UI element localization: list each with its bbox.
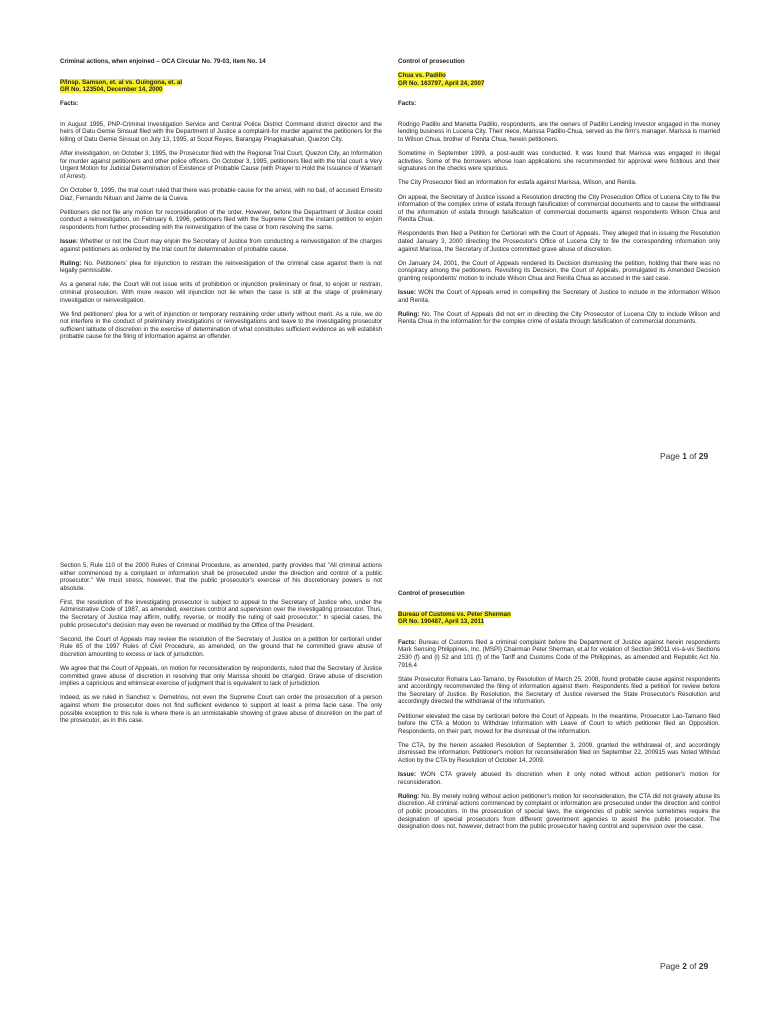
section-topic: Criminal actions, when enjoined – OCA Circular No. 79-03, item No. 14 [60, 58, 266, 65]
section-topic: Control of prosecution [398, 590, 465, 597]
paragraph: State Prosecutor Rohaira Lao-Tamano, by Resolution of March 25, 2008, found probable cause against respondents and accordingly recommended the filing of information against them. Respondents filed a petition for review before the Secretary of Justice. By Resolution, the Secretary of Justice reversed the State Prosecutor's Resolution and accordingly directed the withdrawal of the information. [398, 675, 720, 706]
paragraph: Rodrigo Padillo and Marietta Padillo, respondents, are the owners of Padillo Lending Investor engaged in the money lending business in Lucena City. Their niece, Marissa Padillo-Chua, served as the firm's manager. Marissa is married to Wilson Chua, brother of Renita Chua, herein petitioners. [398, 120, 720, 144]
page1-right-column [398, 58, 720, 332]
facts-paragraph: Facts: Bureau of Customs filed a criminal complaint before the Department of Justice against herein respondents Mark Sensing Philippines, Inc. (MSPI) Chairman Peter Sherman, et.al for violation of Section 36011 vis-à-vis Sections 2530 (f) and (l) 52 and 101 (f) of the Tariff and Customs Code of the Philippines, as amended and Republic Act No. 7916.4 [398, 638, 720, 669]
paragraph: Respondents then filed a Petition for Certiorari with the Court of Appeals. They alleged that in issuing the Resolution dated January 3, 2000 directing the Prosecutor's Office of Lucena City to file the corresponding information only against Marissa, the Secretary of Justice committed grave abuse of discretion. [398, 230, 720, 253]
paragraph: Sometime in September 1999, a post-audit was conducted. It was found that Marissa was engaged in illegal activities. Some of the borrowers whose loan applications she recommended for approval were fictitious and their signatures on the checks were spurious. [398, 150, 720, 173]
case-title: Bureau of Customs vs. Peter Sherman [398, 610, 511, 618]
facts-label: Facts: [398, 638, 417, 646]
paragraph: As a general rule, the Court will not issue writs of prohibition or injunction preliminary or final, to enjoin or restrain, criminal prosecution. With more reason will injunction not lie when the case is still at the stage of preliminary investigation or reinvestigation. [60, 281, 382, 304]
paragraph: First, the resolution of the investigating prosecutor is subject to appeal to the Secretary of Justice who, under the Administrative Code of 1987, as amended, exercises control and supervision over the investigating prosecutor. Thus, the Secretary of Justice may affirm, nullify, reverse, or modify the ruling of said prosecutor." In special cases, the public prosecutor's decision may even be reversed or modified by the Office of the President. [60, 598, 382, 629]
issue-paragraph: Issue: WON CTA gravely abused its discretion when it only noted without action petitioner's motion for reconsideration. [398, 771, 720, 786]
issue-paragraph: Issue: WON the Court of Appeals erred in compelling the Secretary of Justice to include in the information Wilson and Renita. [398, 288, 720, 304]
case-number: GR No. 190487, April 13, 2011 [398, 618, 485, 626]
section-topic: Control of prosecution [398, 58, 465, 65]
paragraph: On October 9, 1995, the trial court ruled that there was probable cause for the arrest, with no bail, of accused Ernesto Diaz, Fernando Nituan and Jaime de la Cueva. [60, 187, 382, 202]
case-title: Chua vs. Padillo [398, 72, 446, 80]
paragraph: Section 5, Rule 110 of the 2000 Rules of Criminal Procedure, as amended, partly provides that "All criminal actions either commenced by a complaint or information shall be prosecuted under the direction and control of a public prosecutor." We must stress, however, that the public prosecutor's exercise of his discretionary powers is not absolute. [60, 562, 382, 592]
paragraph: After investigation, on October 3, 1995, the Prosecutor filed with the Regional Trial Court, Quezon City, an Information for murder against petitioners and other police officers. On October 3, 1995, petitioners filed with the trial court a Very Urgent Motion for Judicial Determination of Existence of Probable Cause (with Prayer to Hold the Issuance of Warrant of Arrest). [60, 150, 383, 180]
ruling-label: Ruling: [398, 310, 420, 318]
ruling-paragraph: Ruling: No. Petitioners' plea for injunction to restrain the reinvestigation of the criminal case against them is not legally permissible. [60, 259, 382, 275]
paragraph: We agree that the Court of Appeals, on motion for reconsideration by respondents, ruled that the Secretary of Justice committed grave abuse of discretion in resolving that only Marissa should be charged. Grave abuse of discretion implies a capricious and whimsical exercise of judgment that is equivalent to lack of jurisdiction. [60, 665, 382, 688]
case-title: P/Insp. Samson, et. al vs. Guingona, et. al [60, 78, 183, 86]
facts-label: Facts: [398, 100, 417, 108]
ruling-paragraph: Ruling: No. The Court of Appeals did not err in directing the City Prosecutor of Lucena City to include Wilson and Renita Chua in the information for the complex crime of estafa through falsification of commercial documents. [398, 310, 720, 326]
case-number: GR No. 123504, December 14, 2000 [60, 86, 163, 94]
paragraph: Indeed, as we ruled in Sanchez v. Demetriou, not even the Supreme Court can order the prosecution of a person against whom the prosecutor does not find sufficient evidence to support at least a prima facie case. The only possible exception to this rule is where there is an unmistakable showing of grave abuse of discretion on the part of the prosecutor, as in this case. [60, 694, 382, 725]
document-page-2 [0, 512, 768, 1024]
page2-right-column [398, 590, 720, 837]
facts-label: Facts: [60, 100, 79, 108]
issue-label: Issue: [60, 238, 78, 245]
page-number: Page 2 of 29 [660, 961, 709, 971]
paragraph: Petitioner elevated the case by certiorari before the Court of Appeals. In the meantime, Prosecutor Lao-Tamano filed before the CTA a Motion to Withdraw Information with Leave of Court to which petitioner filed an Opposition. Respondents, on their part, moved for the dismissal of the information. [398, 712, 720, 735]
paragraph: The CTA, by the herein assailed Resolution of September 3, 2009, granted the withdrawal of, and accordingly dismissed the information. Petitioner's motion for reconsideration filed on September 22, 200915 was Noted Without Action by the CTA by Resolution of October 14, 2009. [398, 741, 720, 764]
page-number: Page 1 of 29 [660, 451, 709, 461]
issue-paragraph: Issue: Whether or not the Court may enjoin the Secretary of Justice from conducting a reinvestigation of the charges against petitioners as ordered by the trial court for determination of probable cause. [60, 238, 382, 253]
page2-left-column [60, 562, 382, 731]
paragraph: In August 1995, PNP-Criminal Investigation Service and Central Police District Command district director and the heirs of Datu Gemie Sinsuat filed with the Department of Justice a complaint-for murder against the petitioners for the killing of Datu Gemie Sinsuat on July 13, 1995, at Scout Reyes, Barangay Pinagkaisahan, Quezon City. [60, 120, 382, 144]
paragraph: On January 24, 2001, the Court of Appeals rendered its Decision dismissing the petition, holding that there was no conspiracy among the petitioners. Revisiting its Decision, the Court of Appeals, promulgated its Amended Decision granting respondents' motion to include Wilson Chua and Renita Chua as accused in the said case. [398, 259, 720, 282]
page1-left-column [60, 58, 382, 348]
paragraph: We find petitioners' plea for a writ of injunction or temporary restraining order utterly without merit. As a rule, we do not interfere in the conduct of preliminary investigations or reinvestigations and leave to the investigating prosecutor sufficient latitude of discretion in the exercise of determination of what constitutes sufficient evidence as will establish probable cause for the filing of information against an offender. [60, 310, 382, 341]
paragraph: Second, the Court of Appeals may review the resolution of the Secretary of Justice on a petition for certiorari under Rule 65 of the 1997 Rules of Civil Procedure, as amended, on the ground that he committed grave abuse of discretion amounting to excess or lack of jurisdiction. [60, 635, 382, 658]
case-number: GR No. 163797, April 24, 2007 [398, 79, 485, 87]
issue-label: Issue: [398, 771, 416, 779]
paragraph: On appeal, the Secretary of Justice issued a Resolution directing the City Prosecution Office of Lucena City to file the information of the complex crime of estafa through falsification of commercial documents and to cause the withdrawal of the information of estafa through falsification of commercial documents against respondents Wilson Chua and Renita Chua. [398, 193, 720, 224]
issue-label: Issue: [398, 288, 416, 296]
paragraph: The City Prosecutor filed an Information for estafa against Marissa, Wilson, and Renita. [398, 179, 637, 187]
ruling-label: Ruling: [398, 792, 420, 800]
ruling-label: Ruling: [60, 259, 82, 267]
ruling-paragraph: Ruling: No. By merely noting without action petitioner's motion for reconsideration, the CTA did not gravely abuse its discretion. All criminal actions commenced by complaint or information are prosecuted under the direction and control of public prosecutors. In the prosecution of special laws, the exigencies of public service sometimes require the designation of special prosecutors from different government agencies to assist the public prosecutor. The designation does not, however, detract from the public prosecutor having control and supervision over the case. [398, 792, 720, 831]
paragraph: Petitioners did not file any motion for reconsideration of the order. However, before the Department of Justice could conduct a reinvestigation, on February 6, 1996, petitioners filed with the Supreme Court the instant petition to enjoin respondents from further proceeding with the reinvestigation of the case or from resolving the same. [60, 208, 382, 231]
